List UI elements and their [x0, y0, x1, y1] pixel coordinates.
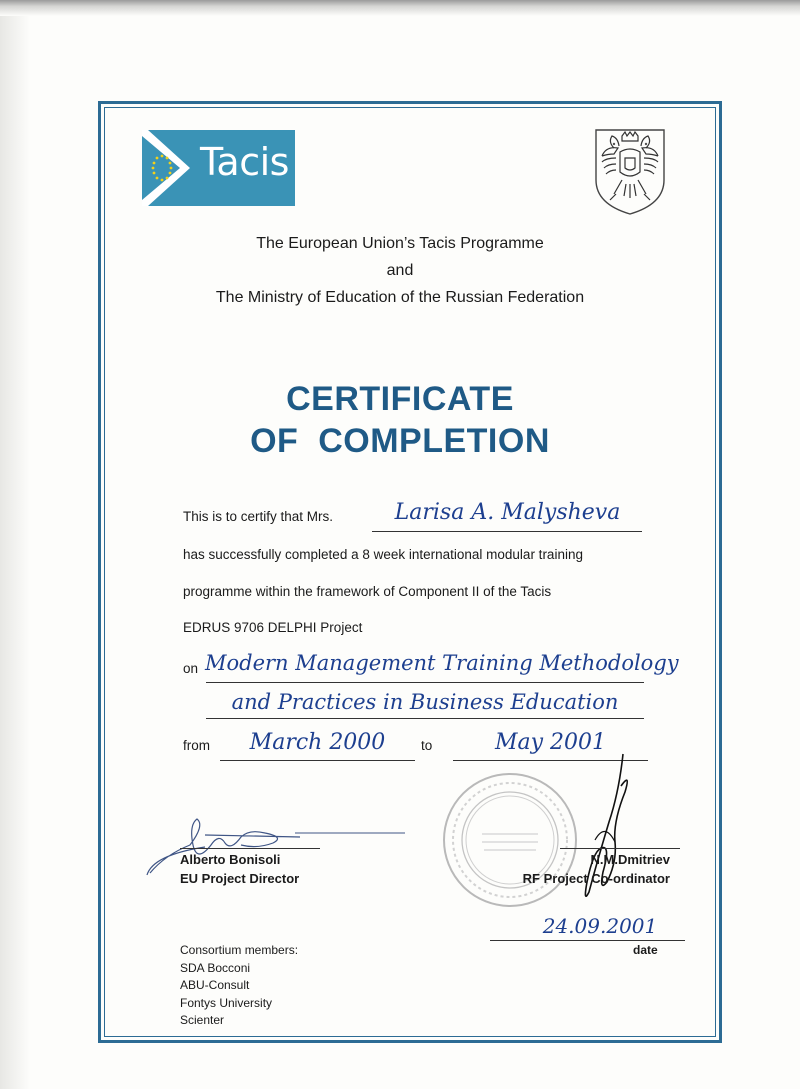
from-label: from — [183, 738, 210, 753]
paper-shadow-left — [0, 0, 30, 1089]
course-line-1: Modern Management Training Methodology — [205, 651, 679, 675]
to-label: to — [421, 738, 433, 753]
russian-double-headed-eagle-icon — [592, 128, 668, 216]
recipient-name-line — [372, 531, 642, 532]
course-line-2-rule — [206, 718, 644, 719]
official-stamp — [440, 770, 580, 910]
date-rule — [490, 940, 685, 941]
eu-stars-arrow-icon — [142, 130, 202, 206]
consortium-member: Scienter — [180, 1013, 225, 1027]
paper-edge-top — [0, 0, 800, 16]
from-value: March 2000 — [249, 730, 386, 755]
date-label: date — [633, 943, 658, 957]
left-signature-rule — [180, 848, 320, 849]
date-value: 24.09.2001 — [542, 914, 658, 938]
certify-prefix: This is to certify that Mrs. — [183, 509, 334, 524]
tacis-logo — [142, 130, 295, 206]
body-line-3: programme within the framework of Component II of the Tacis — [183, 584, 552, 599]
issuer-line-1: The European Union’s Tacis Programme — [256, 235, 544, 252]
consortium-member: Fontys University — [180, 996, 273, 1010]
right-signatory-title: RF Project Co-ordinator — [522, 871, 670, 886]
on-label: on — [183, 661, 199, 676]
certificate-title-line-2: OF COMPLETION — [250, 422, 550, 460]
issuer-line-2: and — [386, 262, 414, 279]
course-line-1-rule — [206, 682, 644, 683]
left-signatory-name: Alberto Bonisoli — [180, 852, 281, 867]
consortium-heading: Consortium members: — [180, 943, 299, 957]
left-signatory-title: EU Project Director — [180, 871, 300, 886]
consortium-member: SDA Bocconi — [180, 961, 251, 975]
right-signature-rule — [560, 848, 680, 849]
logo-text: Tacis — [200, 140, 289, 184]
certificate-title-line-1: CERTIFICATE — [286, 380, 514, 418]
body-line-4: EDRUS 9706 DELPHI Project — [183, 620, 363, 635]
recipient-name: Larisa A. Malysheva — [394, 500, 621, 525]
course-line-2: and Practices in Business Education — [231, 690, 619, 714]
to-value: May 2001 — [494, 730, 607, 755]
right-signatory-name: N.M.Dmitriev — [590, 852, 670, 867]
issuer-line-3: The Ministry of Education of the Russian Federation — [215, 289, 585, 306]
body-line-2: has successfully completed a 8 week international modular training — [183, 547, 583, 562]
from-rule — [220, 760, 415, 761]
consortium-member: ABU-Consult — [180, 978, 250, 992]
